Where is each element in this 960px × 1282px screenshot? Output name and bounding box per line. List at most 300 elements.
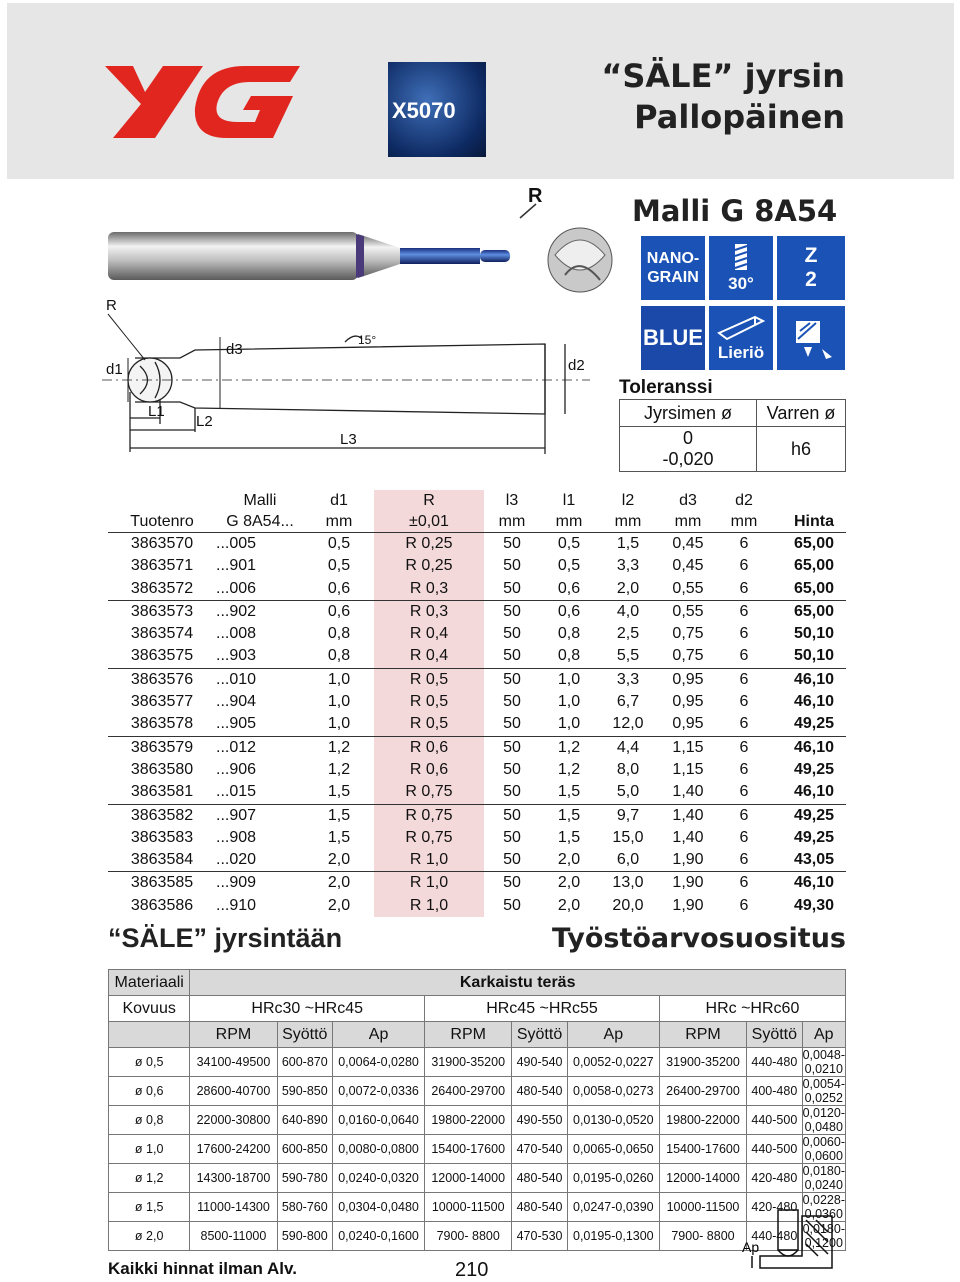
product-cell: 50 xyxy=(503,828,521,846)
product-cell: 6 xyxy=(739,579,749,597)
product-cell: 6 xyxy=(718,872,770,895)
product-cell: R 0,25 xyxy=(374,533,484,556)
product-cell: R 0,5 xyxy=(374,668,484,691)
shank-type-text: Lieriö xyxy=(717,343,765,362)
cutting-diameter: ø 1,0 xyxy=(109,1135,190,1164)
product-cell: 1,5 xyxy=(557,828,581,846)
product-cell: R 0,75 xyxy=(374,827,484,849)
product-cell: 1,0 xyxy=(304,668,374,691)
cutting-cell: 15400-17600 xyxy=(659,1135,746,1164)
product-cell: 2,0 xyxy=(616,579,640,597)
cutting-diameter: ø 1,5 xyxy=(109,1193,190,1222)
product-cell: 0,5 xyxy=(557,535,581,552)
plunge-operation-icon xyxy=(786,313,836,363)
product-header-top: l2 xyxy=(621,492,635,509)
product-cell: R 0,25 xyxy=(374,555,484,577)
product-cell: 50,10 xyxy=(793,647,834,665)
cutting-cell: 490-550 xyxy=(512,1106,567,1135)
cutting-subheader: Syöttö xyxy=(747,1022,803,1048)
product-cell: 6 xyxy=(739,535,749,552)
cutting-cell: 440-500 xyxy=(747,1106,803,1135)
product-cell: 4,4 xyxy=(598,736,658,759)
drawing-label-l3: L3 xyxy=(340,431,357,448)
cutting-cell: 640-890 xyxy=(277,1106,332,1135)
cutting-cell: 14300-18700 xyxy=(190,1164,277,1193)
cutting-cell: 22000-30800 xyxy=(190,1106,277,1135)
cutting-cell: 0,0054-0,0252 xyxy=(802,1077,845,1105)
cutting-cell: 26400-29700 xyxy=(659,1077,746,1106)
product-cell: 50 xyxy=(503,535,521,552)
flutes-label: Z xyxy=(804,244,818,267)
product-cell: 1,90 xyxy=(672,896,704,914)
product-cell: 3,3 xyxy=(598,668,658,691)
cutting-row xyxy=(109,1106,846,1135)
product-cell: ...010 xyxy=(216,668,304,691)
product-cell: R 0,6 xyxy=(374,736,484,759)
model-title: Malli G 8A54 xyxy=(632,194,838,228)
product-cell: 1,0 xyxy=(327,693,351,711)
product-row xyxy=(108,713,846,736)
product-cell: 1,15 xyxy=(658,736,718,759)
product-cell: 3863570 xyxy=(130,535,194,552)
title-line-1: “SÄLE” jyrsin xyxy=(601,57,845,95)
product-cell: 0,45 xyxy=(672,535,704,552)
product-cell: 6 xyxy=(739,715,749,733)
cutting-row xyxy=(109,1193,846,1222)
cutting-cell: 19800-22000 xyxy=(659,1106,746,1135)
product-header-top: l1 xyxy=(562,492,576,509)
product-cell: 2,0 xyxy=(557,851,581,869)
cutting-cell: 0,0058-0,0273 xyxy=(567,1077,659,1106)
cutting-cell: 31900-35200 xyxy=(425,1048,512,1077)
product-header-top xyxy=(108,490,216,511)
cutting-subheader: Ap xyxy=(333,1022,425,1048)
blue-coating-badge xyxy=(641,306,705,370)
product-cell: ...012 xyxy=(216,736,304,759)
product-cell: 3863586 xyxy=(130,896,194,914)
tolerance-title: Toleranssi xyxy=(619,377,713,398)
product-cell: 65,00 xyxy=(793,579,834,597)
cylindrical-shank-icon xyxy=(715,313,767,343)
drawing-label-r: R xyxy=(106,297,117,314)
product-cell: 0,55 xyxy=(658,600,718,623)
product-cell: R 0,4 xyxy=(374,645,484,668)
product-cell: 50 xyxy=(503,557,521,575)
cutting-cell: 0,0052-0,0227 xyxy=(567,1048,659,1077)
end-mill-photo xyxy=(100,190,620,300)
product-cell: 6,7 xyxy=(616,693,640,711)
cutting-cell: 600-870 xyxy=(277,1048,332,1077)
product-cell: 6 xyxy=(739,693,749,711)
cutting-cell: 0,0065-0,0650 xyxy=(567,1135,659,1164)
product-cell: 6 xyxy=(739,760,749,778)
cutting-cell: 580-760 xyxy=(277,1193,332,1222)
product-cell: R 0,5 xyxy=(374,713,484,736)
product-cell: 6 xyxy=(739,783,749,801)
product-row xyxy=(108,849,846,872)
product-cell: ...906 xyxy=(216,760,257,778)
product-header-bottom: mm xyxy=(718,511,770,533)
product-header-bottom: ±0,01 xyxy=(374,511,484,533)
product-header-top xyxy=(770,490,846,511)
product-cell: 50 xyxy=(503,896,521,914)
product-cell: 1,15 xyxy=(672,760,704,778)
tolerance-shank-value: h6 xyxy=(757,427,846,472)
product-cell: 1,2 xyxy=(327,760,351,778)
product-row xyxy=(108,691,846,713)
product-header-top: d1 xyxy=(330,492,348,509)
product-cell: 0,95 xyxy=(658,668,718,691)
product-cell: R 1,0 xyxy=(374,895,484,917)
product-cell: ...910 xyxy=(216,896,257,914)
helix-angle-text: 30° xyxy=(728,274,754,293)
product-cell: 0,8 xyxy=(557,625,581,643)
cutting-cell: 470-540 xyxy=(512,1135,567,1164)
product-cell: 50 xyxy=(503,625,521,643)
product-cell: R 0,5 xyxy=(374,691,484,713)
product-cell: 0,55 xyxy=(672,579,704,597)
product-cell: 1,40 xyxy=(658,804,718,827)
product-cell: 49,30 xyxy=(793,896,834,914)
cutting-cell: 480-540 xyxy=(512,1164,567,1193)
product-cell: 1,2 xyxy=(557,760,581,778)
cutting-cell: 17600-24200 xyxy=(190,1135,277,1164)
drawing-label-angle: 15° xyxy=(358,333,377,347)
helix-angle-badge xyxy=(709,236,773,300)
cutting-cell: 0,0048-0,0210 xyxy=(802,1048,845,1076)
product-row xyxy=(108,872,846,895)
cutting-cell: 15400-17600 xyxy=(425,1135,512,1164)
product-cell: R 1,0 xyxy=(374,849,484,872)
product-cell: 6 xyxy=(739,557,749,575)
product-header-bottom: mm xyxy=(540,511,598,533)
product-cell: 65,00 xyxy=(793,557,834,575)
product-row xyxy=(108,623,846,645)
tolerance-table xyxy=(619,399,846,472)
cutting-row xyxy=(109,1077,846,1106)
cutting-cell: 10000-11500 xyxy=(659,1193,746,1222)
product-header-bottom: mm xyxy=(484,511,540,533)
product-row xyxy=(108,645,846,668)
product-cell: R 0,4 xyxy=(374,623,484,645)
flutes-badge xyxy=(777,236,845,300)
cutting-cell: 0,0247-0,0390 xyxy=(567,1193,659,1222)
operation-badge xyxy=(777,306,845,370)
product-cell: 3863581 xyxy=(130,783,194,801)
series-badge-text: X5070 xyxy=(392,98,456,123)
product-cell: 3863583 xyxy=(130,828,194,846)
product-cell: 3863576 xyxy=(108,668,216,691)
cutting-cell: 590-800 xyxy=(277,1222,332,1251)
product-cell: R 0,3 xyxy=(374,578,484,601)
cutting-cell: 0,0072-0,0336 xyxy=(333,1077,425,1106)
tolerance-cutter-value xyxy=(620,427,757,472)
product-cell: 5,5 xyxy=(616,647,640,665)
cutting-row xyxy=(109,1164,846,1193)
product-cell: 3863574 xyxy=(130,625,194,643)
product-header-top: d2 xyxy=(735,492,753,509)
title-line-2: Pallopäinen xyxy=(634,98,845,136)
nanograin-line2: GRAIN xyxy=(647,269,699,286)
product-cell: 2,0 xyxy=(540,872,598,895)
product-cell: 46,10 xyxy=(793,783,834,801)
product-row xyxy=(108,781,846,804)
product-cell: 3863579 xyxy=(108,736,216,759)
product-cell: 46,10 xyxy=(793,693,834,711)
product-cell: ...008 xyxy=(216,625,257,643)
product-row xyxy=(108,736,846,759)
cutting-subheader: Syöttö xyxy=(512,1022,567,1048)
product-cell: 1,5 xyxy=(540,804,598,827)
cutting-cell: 0,0195-0,0260 xyxy=(567,1164,659,1193)
product-cell: 65,00 xyxy=(770,600,846,623)
product-cell: 1,2 xyxy=(304,736,374,759)
product-header-top: d3 xyxy=(679,492,697,509)
hardness-range-2: HRc45 ~HRc55 xyxy=(425,996,660,1022)
hardness-label: Kovuus xyxy=(109,996,190,1022)
product-cell: 50 xyxy=(503,693,521,711)
cutting-diameter: ø 1,2 xyxy=(109,1164,190,1193)
cutting-cell: 0,0240-0,1600 xyxy=(333,1222,425,1251)
product-cell: ...902 xyxy=(216,600,304,623)
product-cell: 0,75 xyxy=(672,647,704,665)
cutting-cell: 0,0120-0,0480 xyxy=(802,1106,845,1134)
product-row xyxy=(108,804,846,827)
cutting-cell: 440-480 xyxy=(747,1222,803,1251)
product-cell: 6 xyxy=(739,828,749,846)
product-cell: 49,25 xyxy=(793,828,834,846)
cutting-cell: 0,0080-0,0800 xyxy=(333,1135,425,1164)
nanograin-line1: NANO- xyxy=(646,250,700,267)
product-row xyxy=(108,759,846,781)
product-cell: R 0,6 xyxy=(374,759,484,781)
page-number: 210 xyxy=(455,1259,489,1281)
product-cell: 50 xyxy=(503,783,521,801)
product-cell: 50 xyxy=(484,668,540,691)
cutting-cell: 0,0228-0,0360 xyxy=(802,1193,845,1221)
product-cell: 50,10 xyxy=(793,625,834,643)
product-cell: 1,0 xyxy=(557,715,581,733)
cutting-cell: 400-480 xyxy=(747,1077,803,1106)
tolerance-upper: 0 xyxy=(682,428,693,448)
cutting-cell: 12000-14000 xyxy=(425,1164,512,1193)
product-cell: 6,0 xyxy=(616,851,640,869)
product-cell: 3863580 xyxy=(130,760,194,778)
product-cell: 5,0 xyxy=(616,783,640,801)
product-cell: 0,6 xyxy=(327,579,351,597)
product-cell: 6 xyxy=(739,625,749,643)
cutting-cell: 0,0180-0,0240 xyxy=(802,1164,845,1192)
cutting-subheader: RPM xyxy=(659,1022,746,1048)
product-cell: 50 xyxy=(503,715,521,733)
product-table xyxy=(108,490,846,917)
product-cell: 50 xyxy=(503,647,521,665)
product-cell: 65,00 xyxy=(793,535,834,552)
product-cell: 50 xyxy=(484,872,540,895)
cutting-diameter: ø 2,0 xyxy=(109,1222,190,1251)
product-cell: 3863578 xyxy=(130,715,194,733)
flutes-count: 2 xyxy=(805,268,817,291)
product-cell: 6 xyxy=(718,736,770,759)
product-cell: 0,6 xyxy=(557,579,581,597)
product-cell: 1,90 xyxy=(658,872,718,895)
product-header-top: l3 xyxy=(505,492,519,509)
product-header-bottom: Hinta xyxy=(770,511,846,533)
product-cell: ...905 xyxy=(216,715,257,733)
footer-note: Kaikki hinnat ilman Alv. xyxy=(108,1259,297,1278)
product-cell: 1,40 xyxy=(672,783,704,801)
product-header-bottom: Tuotenro xyxy=(108,511,216,533)
product-cell: 2,0 xyxy=(327,851,351,869)
product-row xyxy=(108,533,846,556)
cutting-cell: 0,0240-0,0320 xyxy=(333,1164,425,1193)
product-cell: 1,40 xyxy=(672,828,704,846)
product-cell: 0,95 xyxy=(672,693,704,711)
product-header-bottom: G 8A54... xyxy=(216,511,304,533)
product-cell: 20,0 xyxy=(612,896,644,914)
cutting-cell: 590-780 xyxy=(277,1164,332,1193)
cylindrical-shank-badge xyxy=(709,306,773,370)
product-cell: 3863585 xyxy=(108,872,216,895)
product-cell: ...901 xyxy=(216,557,257,575)
product-cell: 0,5 xyxy=(327,557,351,575)
cutting-row xyxy=(109,1048,846,1077)
product-cell: 50 xyxy=(484,736,540,759)
product-cell: 2,5 xyxy=(616,625,640,643)
product-cell: 46,10 xyxy=(770,668,846,691)
product-cell: ...908 xyxy=(216,828,257,846)
product-cell: 3863571 xyxy=(130,557,194,575)
cutting-cell: 590-850 xyxy=(277,1077,332,1106)
product-cell: 0,45 xyxy=(672,557,704,575)
product-row xyxy=(108,600,846,623)
cutting-cell: 480-540 xyxy=(512,1193,567,1222)
tolerance-cutter-header: Jyrsimen ø xyxy=(620,400,757,427)
cutting-cell: 7900- 8800 xyxy=(425,1222,512,1251)
cutting-cell: 0,0304-0,0480 xyxy=(333,1193,425,1222)
product-cell: ...006 xyxy=(216,579,257,597)
depth-of-cut-icon xyxy=(740,1206,845,1276)
product-cell: ...015 xyxy=(216,783,257,801)
product-cell: 1,5 xyxy=(557,783,581,801)
product-cell: 6 xyxy=(718,668,770,691)
cutting-subheader: RPM xyxy=(425,1022,512,1048)
product-cell: 50 xyxy=(503,579,521,597)
product-cell: 6 xyxy=(739,896,749,914)
product-header-bottom: mm xyxy=(304,511,374,533)
product-cell: 2,0 xyxy=(327,896,351,914)
product-cell: 50 xyxy=(503,760,521,778)
material-value: Karkaistu teräs xyxy=(190,970,846,996)
cutting-cell: 600-850 xyxy=(277,1135,332,1164)
cutting-diameter: ø 0,6 xyxy=(109,1077,190,1106)
cutting-cell: 0,0064-0,0280 xyxy=(333,1048,425,1077)
cutting-cell: 0,0130-0,0520 xyxy=(567,1106,659,1135)
product-cell: ...903 xyxy=(216,647,257,665)
drawing-label-d2: d2 xyxy=(568,357,585,374)
product-row xyxy=(108,827,846,849)
cutting-cell: 10000-11500 xyxy=(425,1193,512,1222)
cutting-diameter: ø 0,8 xyxy=(109,1106,190,1135)
product-cell: 0,5 xyxy=(327,535,351,552)
product-cell: R 0,75 xyxy=(374,804,484,827)
product-cell: 0,95 xyxy=(672,715,704,733)
cutting-cell: 0,0180-0,1200 xyxy=(802,1222,845,1250)
product-cell: 1,5 xyxy=(327,828,351,846)
product-cell: 50 xyxy=(503,851,521,869)
cutting-row xyxy=(109,1222,846,1251)
product-cell: 6 xyxy=(718,804,770,827)
product-cell: ...020 xyxy=(216,851,257,869)
hardness-range-1: HRc30 ~HRc45 xyxy=(190,996,425,1022)
drawing-label-l1: L1 xyxy=(148,403,165,420)
cutting-data-table xyxy=(108,969,846,1251)
product-cell: 49,25 xyxy=(793,760,834,778)
cutting-cell: 420-480 xyxy=(747,1193,803,1222)
hardness-range-3: HRc ~HRc60 xyxy=(659,996,845,1022)
product-row xyxy=(108,895,846,917)
cutting-cell: 0,0195-0,1300 xyxy=(567,1222,659,1251)
product-header-bottom: mm xyxy=(598,511,658,533)
product-row xyxy=(108,555,846,577)
cutting-cell: 28600-40700 xyxy=(190,1077,277,1106)
product-cell: 15,0 xyxy=(612,828,644,846)
cutting-cell: 470-530 xyxy=(512,1222,567,1251)
recommendation-title: Työstöarvosuositus xyxy=(552,923,846,954)
product-cell: R 0,75 xyxy=(374,781,484,804)
cutting-subheader-empty xyxy=(109,1022,190,1048)
product-cell: 0,75 xyxy=(672,625,704,643)
product-header-top: Malli xyxy=(243,492,277,509)
cutting-cell: 31900-35200 xyxy=(659,1048,746,1077)
product-cell: 0,8 xyxy=(327,647,351,665)
cutting-cell: 440-480 xyxy=(747,1048,803,1077)
product-cell: ...907 xyxy=(216,804,304,827)
cutting-cell: 490-540 xyxy=(512,1048,567,1077)
product-cell: 0,6 xyxy=(540,600,598,623)
cutting-subheader: RPM xyxy=(190,1022,277,1048)
product-cell: 3863572 xyxy=(130,579,194,597)
product-cell: R 1,0 xyxy=(374,872,484,895)
product-cell: 46,10 xyxy=(770,736,846,759)
product-cell: 3863575 xyxy=(130,647,194,665)
cutting-cell: 19800-22000 xyxy=(425,1106,512,1135)
product-cell: 8,0 xyxy=(616,760,640,778)
product-cell: 46,10 xyxy=(770,872,846,895)
product-cell: 1,0 xyxy=(327,715,351,733)
cutting-cell: 26400-29700 xyxy=(425,1077,512,1106)
cutting-cell: 11000-14300 xyxy=(190,1193,277,1222)
product-cell: 0,5 xyxy=(557,557,581,575)
cutting-cell: 8500-11000 xyxy=(190,1222,277,1251)
product-cell: 43,05 xyxy=(793,851,834,869)
product-cell: ...904 xyxy=(216,693,257,711)
product-cell: 1,5 xyxy=(304,804,374,827)
product-cell: 1,90 xyxy=(672,851,704,869)
cutting-subheader: Syöttö xyxy=(277,1022,332,1048)
product-cell: 4,0 xyxy=(598,600,658,623)
product-cell: 6 xyxy=(739,851,749,869)
cutting-subheader: Ap xyxy=(802,1022,845,1048)
cutting-cell: 0,0060-0,0600 xyxy=(802,1135,845,1163)
cutting-row xyxy=(109,1135,846,1164)
cutting-cell: 420-480 xyxy=(747,1164,803,1193)
yg-logo xyxy=(105,52,300,138)
product-cell: ...909 xyxy=(216,872,304,895)
product-cell: 2,0 xyxy=(304,872,374,895)
cutting-cell: 440-500 xyxy=(747,1135,803,1164)
product-cell: 6 xyxy=(718,600,770,623)
